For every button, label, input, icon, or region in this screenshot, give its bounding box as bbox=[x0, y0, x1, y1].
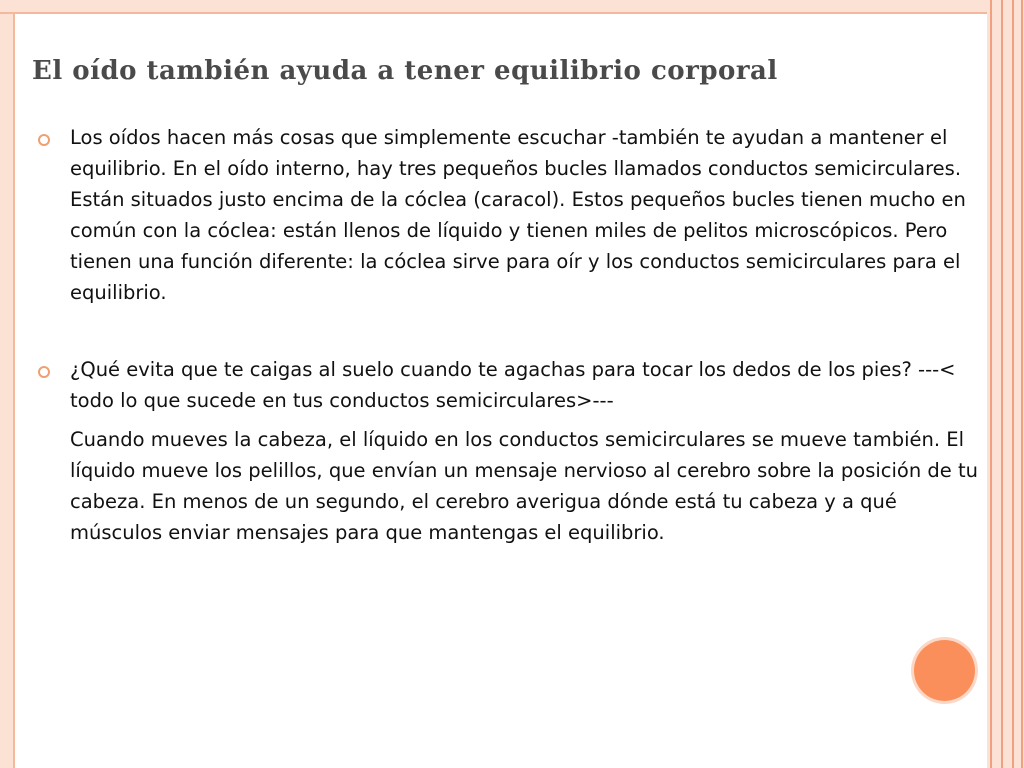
decorative-circle bbox=[914, 640, 975, 701]
bullet-ring-icon bbox=[38, 366, 50, 378]
right-stripe-decoration bbox=[987, 0, 1024, 768]
slide-title: El oído también ayuda a tener equilibrio corporal bbox=[32, 56, 778, 86]
top-border-decoration bbox=[0, 0, 988, 14]
bullet-item bbox=[36, 354, 984, 416]
bullet-item bbox=[36, 122, 984, 308]
slide-content bbox=[36, 122, 984, 548]
bullet-ring-icon bbox=[38, 134, 50, 146]
bullet-text: Los oídos hacen más cosas que simplemente escuchar -también te ayudan a mantener el equilibrio. En el oído interno, hay tres pequeños bucles llamados conductos semicirculares. Están situados justo encima de la cóclea (caracol). Estos pequeños bucles tienen mucho en común con la cóclea: están llenos de líquido y tienen miles de pelitos microscópicos. Pero tienen una función diferente: la cóclea sirve para oír y los conductos semicirculares para el equilibrio. bbox=[70, 126, 966, 304]
bullet-text: ¿Qué evita que te caigas al suelo cuando te agachas para tocar los dedos de los pies? ---< todo lo que sucede en tus conductos semicirculares>--- bbox=[70, 358, 956, 412]
left-border-decoration bbox=[0, 0, 15, 768]
sub-paragraph: Cuando mueves la cabeza, el líquido en los conductos semicirculares se mueve también. El líquido mueve los pelillos, que envían un mensaje nervioso al cerebro sobre la posición de tu cabeza. En menos de un segundo, el cerebro averigua dónde está tu cabeza y a qué músculos enviar mensajes para que mantengas el equilibrio. bbox=[70, 428, 978, 544]
